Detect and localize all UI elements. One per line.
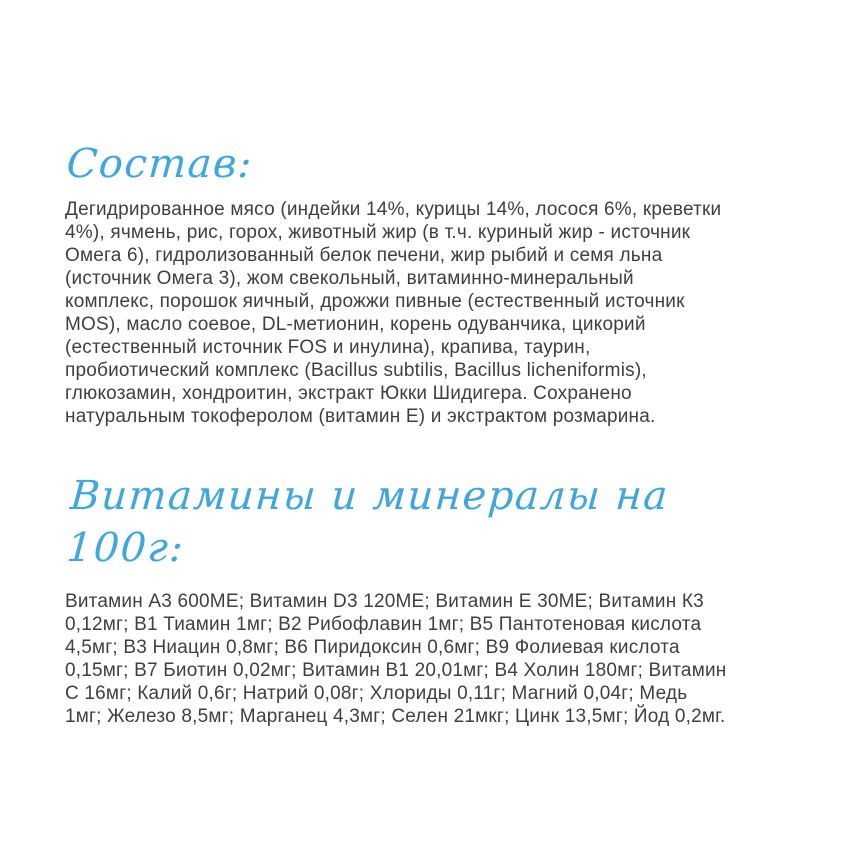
vitamins-line: 4,5мг; В3 Ниацин 0,8мг; В6 Пиридоксин 0,6мг; В9 Фолиевая кислота [65,637,680,658]
composition-line: пробиотический комплекс (Bacillus subtilis, Bacillus licheniformis), [65,360,647,381]
composition-line: глюкозамин, хондроитин, экстракт Юкки Шидигера. Сохранено [65,383,632,404]
composition-heading: Состав: [65,141,255,187]
vitamins-line: 1мг; Железо 8,5мг; Марганец 4,3мг; Селен 21мкг; Цинк 13,5мг; Йод 0,2мг. [65,706,726,727]
vitamins-line: Витамин А3 600МЕ; Витамин D3 120МЕ; Витамин Е 30МЕ; Витамин К3 [65,591,704,612]
vitamins-text [65,590,788,728]
composition-line: натуральным токоферолом (витамин Е) и экстрактом розмарина. [65,406,656,427]
composition-text [65,198,788,428]
composition-line: комплекс, порошок яичный, дрожжи пивные (естественный источник [65,291,685,312]
composition-line: Омега 6), гидролизованный белок печени, жир рыбий и семя льна [65,245,663,266]
composition-line: MOS), масло соевое, DL-метионин, корень одуванчика, цикорий [65,314,646,335]
vitamins-heading: Витамины и минералы на 100г: [65,473,671,571]
composition-line: Дегидрированное мясо (индейки 14%, курицы 14%, лосося 6%, креветки [65,199,722,220]
vitamins-line: С 16мг; Калий 0,6г; Натрий 0,08г; Хлориды 0,11г; Магний 0,04г; Медь [65,683,688,704]
composition-line: (источник Омега 3), жом свекольный, витаминно-минеральный [65,268,634,289]
vitamins-line: 0,15мг; В7 Биотин 0,02мг; Витамин В1 20,01мг; В4 Холин 180мг; Витамин [65,660,727,681]
composition-line: 4%), ячмень, рис, горох, животный жир (в т.ч. куриный жир - источник [65,222,691,243]
composition-line: (естественный источник FOS и инулина), крапива, таурин, [65,337,591,358]
vitamins-line: 0,12мг; В1 Тиамин 1мг; В2 Рибофлавин 1мг; В5 Пантотеновая кислота [65,614,702,635]
